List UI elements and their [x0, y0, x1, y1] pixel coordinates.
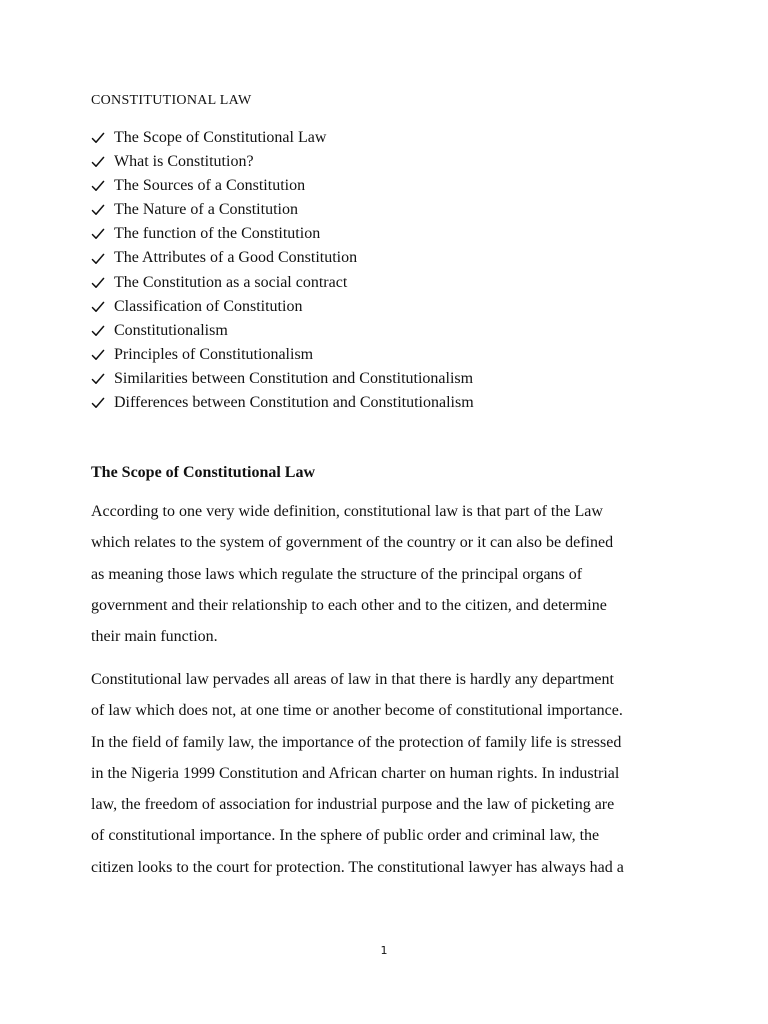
document-title: CONSTITUTIONAL LAW [91, 93, 252, 108]
checkmark-icon [91, 155, 105, 169]
topic-item [91, 367, 474, 391]
paragraph-line: Constitutional law pervades all areas of law in that there is hardly any department [91, 671, 614, 688]
paragraph-line: of law which does not, at one time or another become of constitutional importance. [91, 702, 623, 720]
checkmark-icon [91, 227, 105, 241]
paragraph-line: as meaning those laws which regulate the structure of the principal organs of [91, 565, 583, 583]
topic-label: The Constitution as a social contract [114, 273, 348, 291]
topic-label: The Nature of a Constitution [114, 201, 298, 219]
topic-label: The function of the Constitution [114, 225, 321, 243]
checkmark-icon [91, 348, 105, 362]
topic-label: The Attributes of a Good Constitution [114, 249, 358, 267]
checkmark-icon [91, 276, 105, 290]
checkmark-icon [91, 203, 105, 217]
topic-label: Differences between Constitution and Constitutionalism [114, 394, 474, 412]
topic-label: Principles of Constitutionalism [114, 345, 314, 363]
topic-item [91, 198, 474, 222]
body-paragraph [91, 496, 691, 652]
paragraph-line: which relates to the system of government of the country or it can also be defined [91, 534, 614, 552]
topic-item [91, 271, 474, 295]
checkmark-icon [91, 372, 105, 386]
paragraph-line: citizen looks to the court for protection. The constitutional lawyer has always had a [91, 858, 624, 876]
topic-item [91, 126, 474, 150]
topic-item [91, 295, 474, 319]
paragraph-line: in the Nigeria 1999 Constitution and African charter on human rights. In industrial [91, 764, 620, 782]
topic-item [91, 319, 474, 343]
checkmark-icon [91, 131, 105, 145]
paragraph-line: In the field of family law, the importance of the protection of family life is stressed [91, 733, 622, 751]
topic-item [91, 174, 474, 198]
topic-item [91, 391, 474, 415]
checkmark-icon [91, 179, 105, 193]
paragraph-line: government and their relationship to each other and to the citizen, and determine [91, 596, 607, 614]
body-paragraph [91, 664, 691, 883]
paragraph-line: law, the freedom of association for industrial purpose and the law of picketing are [91, 796, 615, 814]
topic-item [91, 343, 474, 367]
paragraph-line: According to one very wide definition, constitutional law is that part of the Law [91, 503, 603, 520]
topic-label: Classification of Constitution [114, 297, 303, 315]
topic-item [91, 150, 474, 174]
paragraph-line: their main function. [91, 628, 218, 646]
page-number: 1 [380, 944, 388, 957]
topic-label: The Scope of Constitutional Law [114, 129, 327, 146]
checkmark-icon [91, 300, 105, 314]
topic-item [91, 246, 474, 270]
topic-label: Similarities between Constitution and Constitutionalism [114, 369, 474, 387]
paragraph-line: of constitutional importance. In the sphere of public order and criminal law, the [91, 827, 600, 845]
topic-label: What is Constitution? [114, 153, 254, 171]
checkmark-icon [91, 252, 105, 266]
checkmark-icon [91, 396, 105, 410]
checkmark-icon [91, 324, 105, 338]
topic-label: Constitutionalism [114, 321, 228, 339]
topic-item [91, 222, 474, 246]
section-heading: The Scope of Constitutional Law [91, 464, 316, 481]
topic-label: The Sources of a Constitution [114, 177, 306, 195]
topics-checklist [91, 126, 474, 415]
